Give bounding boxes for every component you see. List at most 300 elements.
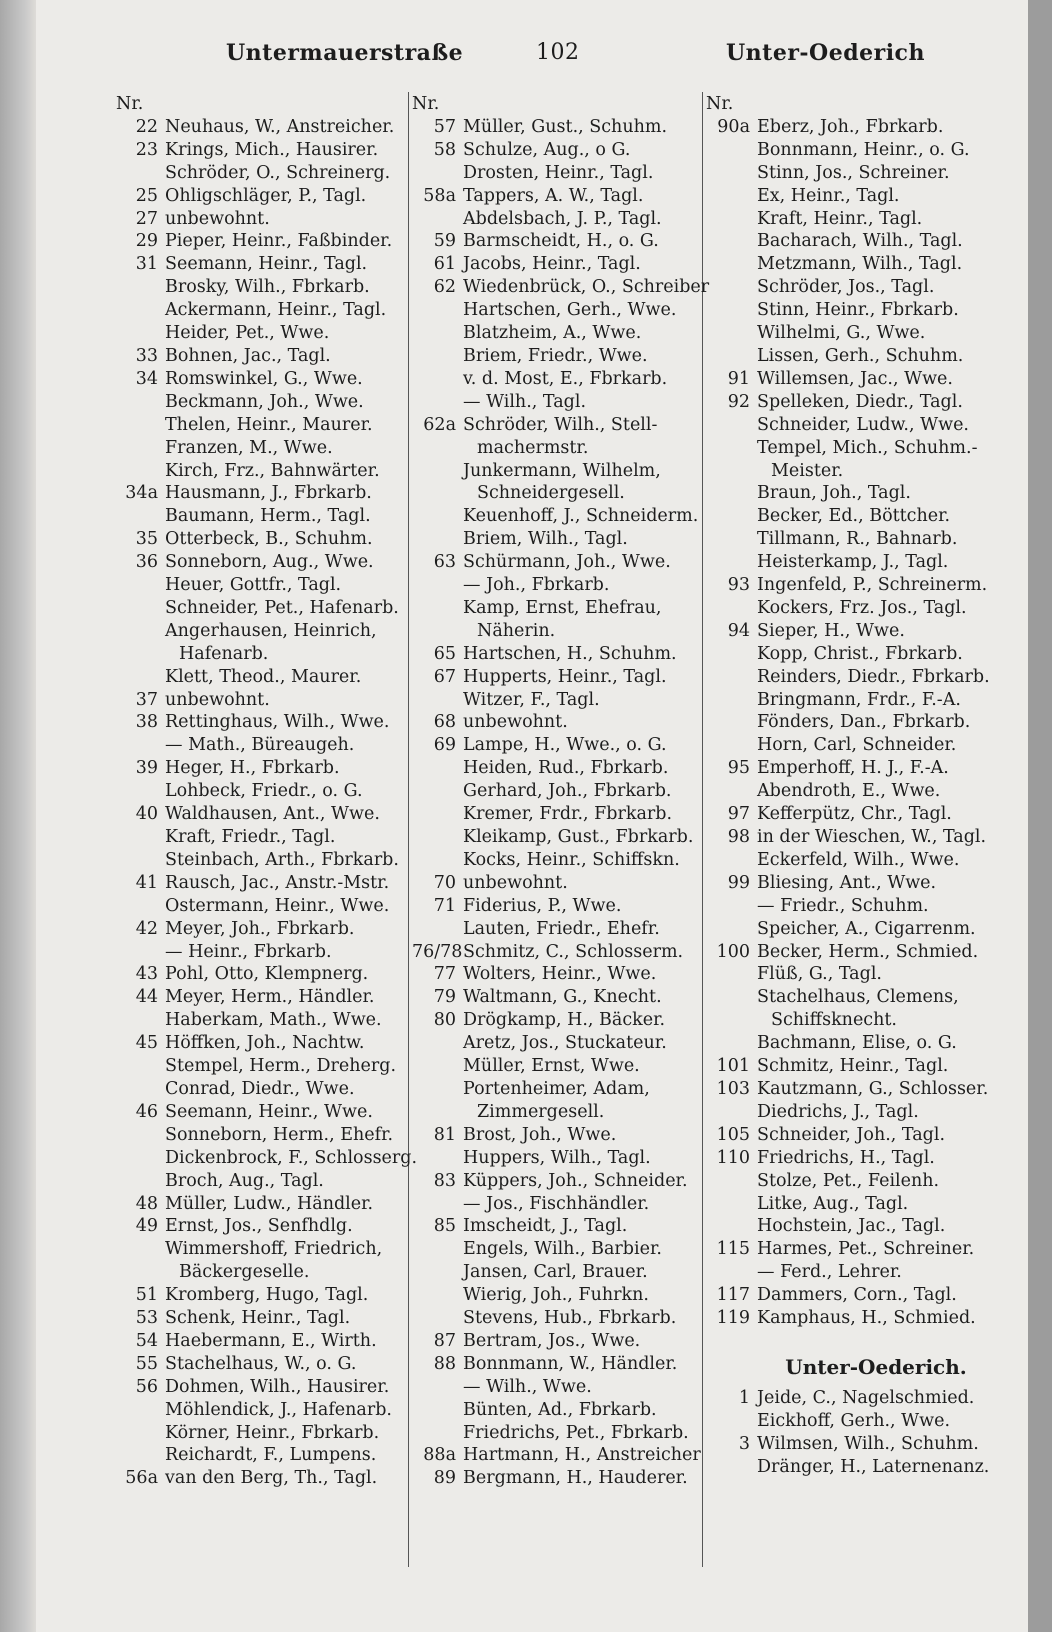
resident-entry: Lampe, H., Wwe., o. G. [463, 735, 667, 756]
directory-entry [412, 780, 712, 803]
house-number [116, 391, 165, 414]
section-2-rows [706, 1387, 1026, 1479]
directory-entry [706, 437, 1026, 460]
house-number: 77 [433, 964, 456, 985]
house-number [412, 505, 463, 528]
directory-entry [116, 551, 446, 574]
directory-entry [706, 1238, 1026, 1261]
house-number: 62 [433, 277, 456, 298]
directory-entry [706, 711, 1026, 734]
house-number [706, 963, 757, 986]
resident-entry: Zimmergesell. [477, 1101, 605, 1122]
house-number [706, 1009, 757, 1032]
resident-entry: Aretz, Jos., Stuckateur. [463, 1033, 667, 1054]
resident-entry: Franzen, M., Wwe. [165, 437, 333, 458]
resident-entry: Willemsen, Jac., Wwe. [757, 368, 953, 389]
resident-entry: Kraft, Heinr., Tagl. [757, 208, 923, 229]
directory-entry [706, 918, 1026, 941]
directory-entry [116, 734, 446, 757]
directory-entry [116, 757, 446, 780]
resident-entry: Bacharach, Wilh., Tagl. [757, 231, 963, 252]
house-number [116, 1055, 165, 1078]
directory-entry [116, 276, 446, 299]
house-number: 88a [423, 1445, 456, 1466]
house-number: 39 [135, 758, 158, 779]
directory-entry [412, 895, 712, 918]
resident-entry: Bünten, Ad., Fbrkarb. [463, 1399, 657, 1420]
resident-entry: Bertram, Jos., Wwe. [463, 1330, 641, 1351]
house-number [116, 780, 165, 803]
house-number: 49 [135, 1216, 158, 1237]
house-number: 67 [433, 666, 456, 687]
directory-entry [412, 1009, 712, 1032]
house-number: 58a [423, 185, 456, 206]
house-number: 46 [135, 1101, 158, 1122]
house-number [412, 482, 463, 505]
resident-entry: Kocks, Heinr., Schiffskn. [463, 849, 680, 870]
resident-entry: — Wilh., Wwe. [463, 1376, 592, 1397]
house-number: 90a [717, 116, 750, 137]
resident-entry: Stinn, Jos., Schreiner. [757, 162, 950, 183]
house-number [706, 299, 757, 322]
directory-entry [116, 941, 446, 964]
directory-entry [412, 1261, 712, 1284]
resident-entry: Gerhard, Joh., Fbrkarb. [463, 781, 672, 802]
resident-entry: Keuenhoff, J., Schneiderm. [463, 506, 699, 527]
resident-entry: Dohmen, Wilh., Hausirer. [165, 1376, 390, 1397]
resident-entry: Möhlendick, J., Hafenarb. [165, 1399, 392, 1420]
house-number [706, 986, 757, 1009]
resident-entry: Kremer, Frdr., Fbrkarb. [463, 804, 673, 825]
directory-entry [706, 116, 1026, 139]
directory-entry [412, 666, 712, 689]
house-number: 23 [135, 139, 158, 160]
directory-entry [412, 116, 712, 139]
resident-entry: v. d. Most, E., Fbrkarb. [463, 368, 668, 389]
directory-entry [412, 918, 712, 941]
resident-entry: Dammers, Corn., Tagl. [757, 1285, 957, 1306]
house-number: 29 [135, 231, 158, 252]
house-number [706, 711, 757, 734]
directory-entry [706, 1032, 1026, 1055]
directory-entry [116, 230, 446, 253]
house-number: 83 [433, 1170, 456, 1191]
resident-entry: Stachelhaus, W., o. G. [165, 1353, 357, 1374]
directory-entry [706, 941, 1026, 964]
directory-entry [116, 1284, 446, 1307]
directory-entry [116, 918, 446, 941]
resident-entry: Müller, Ludw., Händler. [165, 1193, 374, 1214]
house-number [412, 345, 463, 368]
directory-entry [706, 345, 1026, 368]
house-number: 51 [135, 1285, 158, 1306]
directory-entry [412, 1101, 712, 1124]
resident-entry: Blatzheim, A., Wwe. [463, 323, 642, 344]
resident-entry: Bliesing, Ant., Wwe. [757, 872, 937, 893]
resident-entry: Flüß, G., Tagl. [757, 964, 882, 985]
house-number: 42 [135, 918, 158, 939]
resident-entry: Brost, Joh., Wwe. [463, 1124, 617, 1145]
directory-entry [412, 826, 712, 849]
resident-entry: Abendroth, E., Wwe. [757, 781, 941, 802]
house-number: 48 [135, 1193, 158, 1214]
resident-entry: Schiffsknecht. [771, 1010, 897, 1031]
house-number: Nr. [412, 94, 440, 114]
house-number [412, 368, 463, 391]
house-number [116, 1422, 165, 1445]
resident-entry: Sieper, H., Wwe. [757, 620, 905, 641]
house-number: 57 [433, 116, 456, 137]
directory-entry [706, 551, 1026, 574]
resident-entry: Bonnmann, Heinr., o. G. [757, 139, 970, 160]
directory-entry [706, 849, 1026, 872]
resident-entry: — Ferd., Lehrer. [757, 1262, 902, 1283]
resident-entry: Schneider, Ludw., Wwe. [757, 414, 969, 435]
house-number [116, 1170, 165, 1193]
resident-entry: Kleikamp, Gust., Fbrkarb. [463, 827, 694, 847]
directory-entry [412, 941, 712, 964]
directory-entry [706, 643, 1026, 666]
resident-entry: Kamphaus, H., Schmied. [757, 1308, 976, 1329]
resident-entry: Baumann, Herm., Tagl. [165, 506, 371, 527]
directory-entry [412, 1330, 712, 1353]
resident-entry: Engels, Wilh., Barbier. [463, 1239, 662, 1260]
directory-entry [706, 803, 1026, 826]
directory-entry [116, 437, 446, 460]
directory-entry [116, 780, 446, 803]
resident-entry: Schneider, Pet., Hafenarb. [165, 597, 399, 618]
house-number [116, 734, 165, 757]
directory-entry [706, 162, 1026, 185]
house-number [412, 1422, 463, 1445]
house-number: 103 [716, 1078, 750, 1099]
resident-entry: Klett, Theod., Maurer. [165, 666, 362, 687]
house-number: 100 [716, 941, 750, 962]
resident-entry: — Jos., Fischhändler. [463, 1193, 650, 1214]
house-number [706, 1261, 757, 1284]
house-number [706, 414, 757, 437]
house-number [412, 826, 463, 849]
house-number: 59 [433, 231, 456, 252]
house-number [706, 895, 757, 918]
resident-entry: — Wilh., Tagl. [463, 391, 587, 412]
house-number [706, 230, 757, 253]
house-number [706, 460, 757, 483]
resident-entry: Steinbach, Arth., Fbrkarb. [165, 849, 399, 870]
resident-entry: Seemann, Heinr., Tagl. [165, 254, 368, 275]
house-number: 91 [727, 368, 750, 389]
house-number [116, 1238, 165, 1261]
directory-entry [412, 689, 712, 712]
house-number: 41 [135, 872, 158, 893]
directory-entry [116, 482, 446, 505]
house-number: 55 [135, 1353, 158, 1374]
house-number: 63 [433, 552, 456, 573]
house-number: 94 [727, 620, 750, 641]
house-number [706, 253, 757, 276]
resident-entry: Otterbeck, B., Schuhm. [165, 529, 373, 550]
directory-entry [706, 208, 1026, 231]
directory-entry [412, 620, 712, 643]
resident-entry: Tappers, A. W., Tagl. [463, 185, 644, 206]
directory-entry [116, 322, 446, 345]
resident-entry: in der Wieschen, W., Tagl. [757, 827, 987, 847]
resident-entry: Junkermann, Wilhelm, [463, 460, 661, 481]
resident-entry: Hartschen, H., Schuhm. [463, 643, 677, 664]
house-number: 92 [727, 391, 750, 412]
directory-entry [412, 414, 712, 437]
directory-entry [116, 1307, 446, 1330]
directory-entry [116, 574, 446, 597]
directory-entry [706, 1124, 1026, 1147]
house-number [116, 1078, 165, 1101]
resident-entry: Heiden, Rud., Fbrkarb. [463, 758, 669, 779]
resident-entry: Hafenarb. [179, 643, 269, 664]
resident-entry: Diedrichs, J., Tagl. [757, 1101, 919, 1122]
resident-entry: Stinn, Heinr., Fbrkarb. [757, 300, 959, 321]
resident-entry: Spelleken, Diedr., Tagl. [757, 391, 963, 412]
resident-entry: Reinders, Diedr., Fbrkarb. [757, 666, 990, 687]
house-number [706, 345, 757, 368]
directory-entry [412, 1055, 712, 1078]
directory-entry [706, 826, 1026, 849]
directory-entry [412, 322, 712, 345]
resident-entry: Näherin. [477, 620, 556, 641]
directory-entry [116, 826, 446, 849]
house-number [116, 895, 165, 918]
resident-entry: Wilhelmi, G., Wwe. [757, 323, 926, 344]
directory-entry [412, 460, 712, 483]
house-number [116, 322, 165, 345]
house-number [706, 276, 757, 299]
directory-entry [706, 574, 1026, 597]
directory-entry [412, 643, 712, 666]
directory-entry [412, 597, 712, 620]
directory-entry [706, 1433, 1026, 1456]
resident-entry: Harmes, Pet., Schreiner. [757, 1239, 975, 1260]
directory-entry [412, 1467, 712, 1490]
directory-entry [412, 1078, 712, 1101]
resident-entry: Bringmann, Frdr., F.-A. [757, 689, 961, 710]
directory-entry [116, 116, 446, 139]
house-number [116, 666, 165, 689]
house-number: Nr. [706, 94, 734, 114]
resident-entry: Hartmann, H., Anstreicher [463, 1445, 701, 1466]
resident-entry: Ex, Heinr., Tagl. [757, 185, 900, 206]
resident-entry: Portenheimer, Adam, [463, 1078, 650, 1099]
directory-entry [706, 780, 1026, 803]
resident-entry: Schmitz, Heinr., Tagl. [757, 1056, 949, 1077]
directory-entry [706, 597, 1026, 620]
directory-entry [412, 1353, 712, 1376]
directory-entry [116, 1101, 446, 1124]
house-number: 87 [433, 1330, 456, 1351]
house-number [412, 1376, 463, 1399]
directory-entry [706, 986, 1026, 1009]
resident-entry: Wimmershoff, Friedrich, [165, 1239, 383, 1260]
resident-entry: Waltmann, G., Knecht. [463, 987, 662, 1008]
house-number [412, 437, 463, 460]
house-number [706, 666, 757, 689]
house-number [412, 1101, 463, 1124]
house-number: 1 [738, 1387, 750, 1408]
directory-entry [706, 734, 1026, 757]
directory-entry [116, 666, 446, 689]
house-number: 34a [125, 483, 158, 504]
resident-entry: Drosten, Heinr., Tagl. [463, 162, 654, 183]
house-number: 62a [423, 414, 456, 435]
resident-entry: Haberkam, Math., Wwe. [165, 1010, 382, 1031]
house-number: 117 [716, 1285, 750, 1306]
house-number [412, 460, 463, 483]
house-number: 53 [135, 1308, 158, 1329]
directory-entry [412, 139, 712, 162]
house-number: 80 [433, 1010, 456, 1031]
directory-entry [116, 139, 446, 162]
resident-entry: Sonneborn, Aug., Wwe. [165, 552, 374, 573]
resident-entry: Meyer, Joh., Fbrkarb. [165, 918, 355, 939]
house-number: 40 [135, 804, 158, 825]
resident-entry: — Heinr., Fbrkarb. [165, 941, 332, 962]
house-number [116, 437, 165, 460]
house-number: 71 [433, 895, 456, 916]
house-number [116, 1147, 165, 1170]
directory-entry [706, 1456, 1026, 1479]
house-number [412, 757, 463, 780]
directory-entry [116, 368, 446, 391]
house-number: 85 [433, 1216, 456, 1237]
house-number [412, 803, 463, 826]
house-number: 27 [135, 208, 158, 229]
directory-entry [706, 460, 1026, 483]
resident-entry: Friedrichs, Pet., Fbrkarb. [463, 1422, 689, 1443]
directory-entry [412, 963, 712, 986]
directory-entry [116, 689, 446, 712]
house-number [412, 299, 463, 322]
directory-entry [706, 1170, 1026, 1193]
directory-entry [116, 1376, 446, 1399]
house-number [412, 162, 463, 185]
directory-entry [116, 803, 446, 826]
resident-entry: Emperhoff, H. J., F.-A. [757, 758, 949, 779]
house-number: 65 [433, 643, 456, 664]
directory-entry [706, 1261, 1026, 1284]
resident-entry: Tempel, Mich., Schuhm.- [757, 437, 978, 458]
directory-entry [116, 597, 446, 620]
resident-entry: Kamp, Ernst, Ehefrau, [463, 597, 662, 618]
directory-entry [412, 345, 712, 368]
resident-entry: Hausmann, J., Fbrkarb. [165, 483, 372, 504]
resident-entry: Rausch, Jac., Anstr.-Mstr. [165, 872, 390, 893]
resident-entry: Schneidergesell. [477, 483, 625, 504]
resident-entry: Stolze, Pet., Feilenh. [757, 1170, 940, 1191]
directory-entry [706, 1055, 1026, 1078]
resident-entry: Dickenbrock, F., Schlosserg. [165, 1147, 418, 1168]
resident-entry: Jansen, Carl, Brauer. [463, 1262, 648, 1283]
directory-entry [412, 230, 712, 253]
resident-entry: Heisterkamp, J., Tagl. [757, 552, 949, 573]
resident-entry: Müller, Gust., Schuhm. [463, 116, 668, 137]
directory-entry [116, 1147, 446, 1170]
house-number: 61 [433, 254, 456, 275]
house-number [412, 1284, 463, 1307]
house-number: 3 [738, 1433, 750, 1454]
house-number: 22 [135, 116, 158, 137]
resident-entry: Speicher, A., Cigarrenm. [757, 918, 976, 939]
directory-entry [706, 1147, 1026, 1170]
resident-entry: Meister. [771, 460, 844, 481]
directory-entry [412, 1444, 712, 1467]
resident-entry: Rettinghaus, Wilh., Wwe. [165, 712, 390, 733]
directory-entry [706, 1307, 1026, 1330]
resident-entry: Schröder, Jos., Tagl. [757, 277, 935, 298]
house-number: 105 [716, 1124, 750, 1145]
directory-entry [116, 1009, 446, 1032]
directory-entry [706, 528, 1026, 551]
resident-entry: Waldhausen, Ant., Wwe. [165, 804, 380, 825]
directory-entry [706, 1193, 1026, 1216]
resident-entry: Wilmsen, Wilh., Schuhm. [757, 1433, 979, 1454]
directory-entry [706, 185, 1026, 208]
directory-entry [412, 1147, 712, 1170]
house-number [412, 780, 463, 803]
resident-entry: Schürmann, Joh., Wwe. [463, 552, 671, 573]
house-number [706, 689, 757, 712]
directory-entry [116, 253, 446, 276]
resident-entry: Neuhaus, W., Anstreicher. [165, 116, 395, 137]
resident-entry: Pohl, Otto, Klempnerg. [165, 964, 369, 985]
house-number: Nr. [116, 94, 144, 114]
directory-entry [412, 1307, 712, 1330]
house-number [706, 1410, 757, 1433]
house-number: 36 [135, 552, 158, 573]
directory-entry [116, 872, 446, 895]
directory-entry [116, 1078, 446, 1101]
directory-entry [706, 757, 1026, 780]
house-number [412, 528, 463, 551]
directory-page [36, 0, 1028, 1632]
resident-entry: Abdelsbach, J. P., Tagl. [463, 208, 662, 229]
resident-entry: Bergmann, H., Hauderer. [463, 1468, 688, 1489]
directory-entry [412, 299, 712, 322]
house-number [116, 941, 165, 964]
house-number [706, 437, 757, 460]
resident-entry: Stempel, Herm., Dreherg. [165, 1056, 397, 1077]
directory-entry [412, 1170, 712, 1193]
resident-entry: van den Berg, Th., Tagl. [165, 1468, 378, 1489]
directory-entry [116, 643, 446, 666]
house-number: 33 [135, 345, 158, 366]
house-number [412, 1055, 463, 1078]
house-number: 56a [125, 1468, 158, 1489]
house-number [412, 849, 463, 872]
house-number [116, 849, 165, 872]
house-number [116, 1261, 165, 1284]
directory-entry [412, 1284, 712, 1307]
house-number [116, 505, 165, 528]
directory-entry [116, 391, 446, 414]
directory-entry [116, 1261, 446, 1284]
house-number: 43 [135, 964, 158, 985]
directory-entry [116, 208, 446, 231]
resident-entry: Bonnmann, W., Händler. [463, 1353, 678, 1374]
directory-entry [706, 505, 1026, 528]
resident-entry: Reichardt, F., Lumpens. [165, 1445, 377, 1466]
house-number [706, 1101, 757, 1124]
house-number [116, 826, 165, 849]
directory-entry [412, 734, 712, 757]
directory-entry [116, 1170, 446, 1193]
